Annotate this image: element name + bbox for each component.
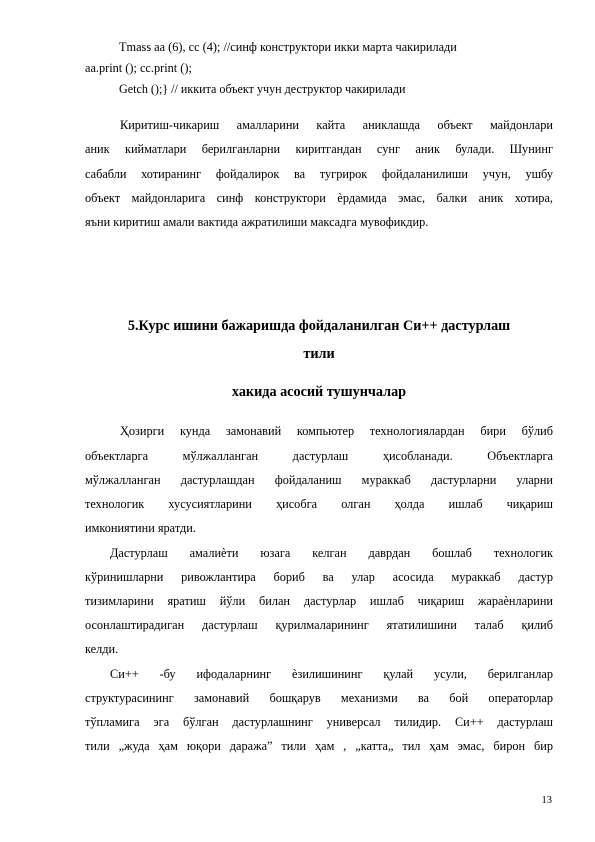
paragraph-line: Ҳозирги кунда замонавий компьютер технологиялардан бири бўлиб [120, 424, 553, 438]
paragraph-line: объект майдонларига синф конструктори ѐрдамида эмас, балки аник хотира, [85, 191, 553, 205]
paragraph-line: Дастурлаш амалиѐти юзага келган даврдан бошлаб технологик [110, 546, 553, 560]
paragraph-line: Си++ -бу ифодаларнинг ѐзилишининг қулай усули, берилганлар [110, 667, 553, 681]
code-line: aa.print (); cc.print (); [85, 61, 192, 75]
paragraph-line: имкониятини яратди. [85, 521, 196, 535]
paragraph-line: яъни киритиш амали вактида ажратилиши максадга мувофикдир. [85, 215, 429, 229]
paragraph-line: объектларга мўлжалланган дастурлаш ҳисобланади. Объектларга [85, 449, 553, 463]
paragraph-line: келди. [85, 642, 119, 656]
paragraph-line: Киритиш-чикариш амалларини кайта аниклашда объект майдонлари [120, 118, 553, 132]
page-number: 13 [541, 795, 552, 806]
paragraph-line: кўринишларни ривожлантира бориб ва улар асосида мураккаб дастур [85, 570, 553, 584]
paragraph-line: аник кийматлари берилганларни киритгандан сунг аник булади. Шунинг [85, 142, 553, 156]
code-line: Getch ();} // иккита объект учун деструктор чакирилади [119, 82, 406, 96]
paragraph-line: тили „жуда ҳам юқори даража” тили ҳам , „катта„ тил ҳам эмас, бирон бир [85, 739, 553, 753]
paragraph-line: осонлаштирадиган дастурлаш қурилмаларининг ятатилишини талаб қилиб [85, 618, 553, 632]
paragraph-line: мўлжалланган дастурлашдан фойдаланиш мураккаб дастурларни уларни [85, 473, 553, 487]
code-line: Tmass aa (6), cc (4); //синф конструктори икки марта чакирилади [119, 40, 457, 54]
section-heading: 5.Курс ишини бажаришда фойдаланилган Си++ дастурлаш [127, 318, 511, 334]
paragraph-line: технологик хусусиятларини ҳисобга олган ҳолда ишлаб чиқариш [85, 497, 553, 511]
paragraph-line: тизимларини яратиш йўли билан дастурлар ишлаб чиқариш жараѐнларини [85, 594, 553, 608]
section-heading: хакида асосий тушунчалар [231, 384, 407, 400]
paragraph-line: структурасининг замонавий бошқарув механизми ва бой операторлар [85, 691, 553, 705]
paragraph-line: тўпламига эга бўлган дастурлашнинг универсал тилидир. Си++ дастурлаш [85, 715, 553, 729]
paragraph-line: сабабли хотиранинг фойдалирок ва тугрирок фойдаланилиши учун, ушбу [85, 167, 553, 181]
section-heading: тили [303, 346, 335, 362]
